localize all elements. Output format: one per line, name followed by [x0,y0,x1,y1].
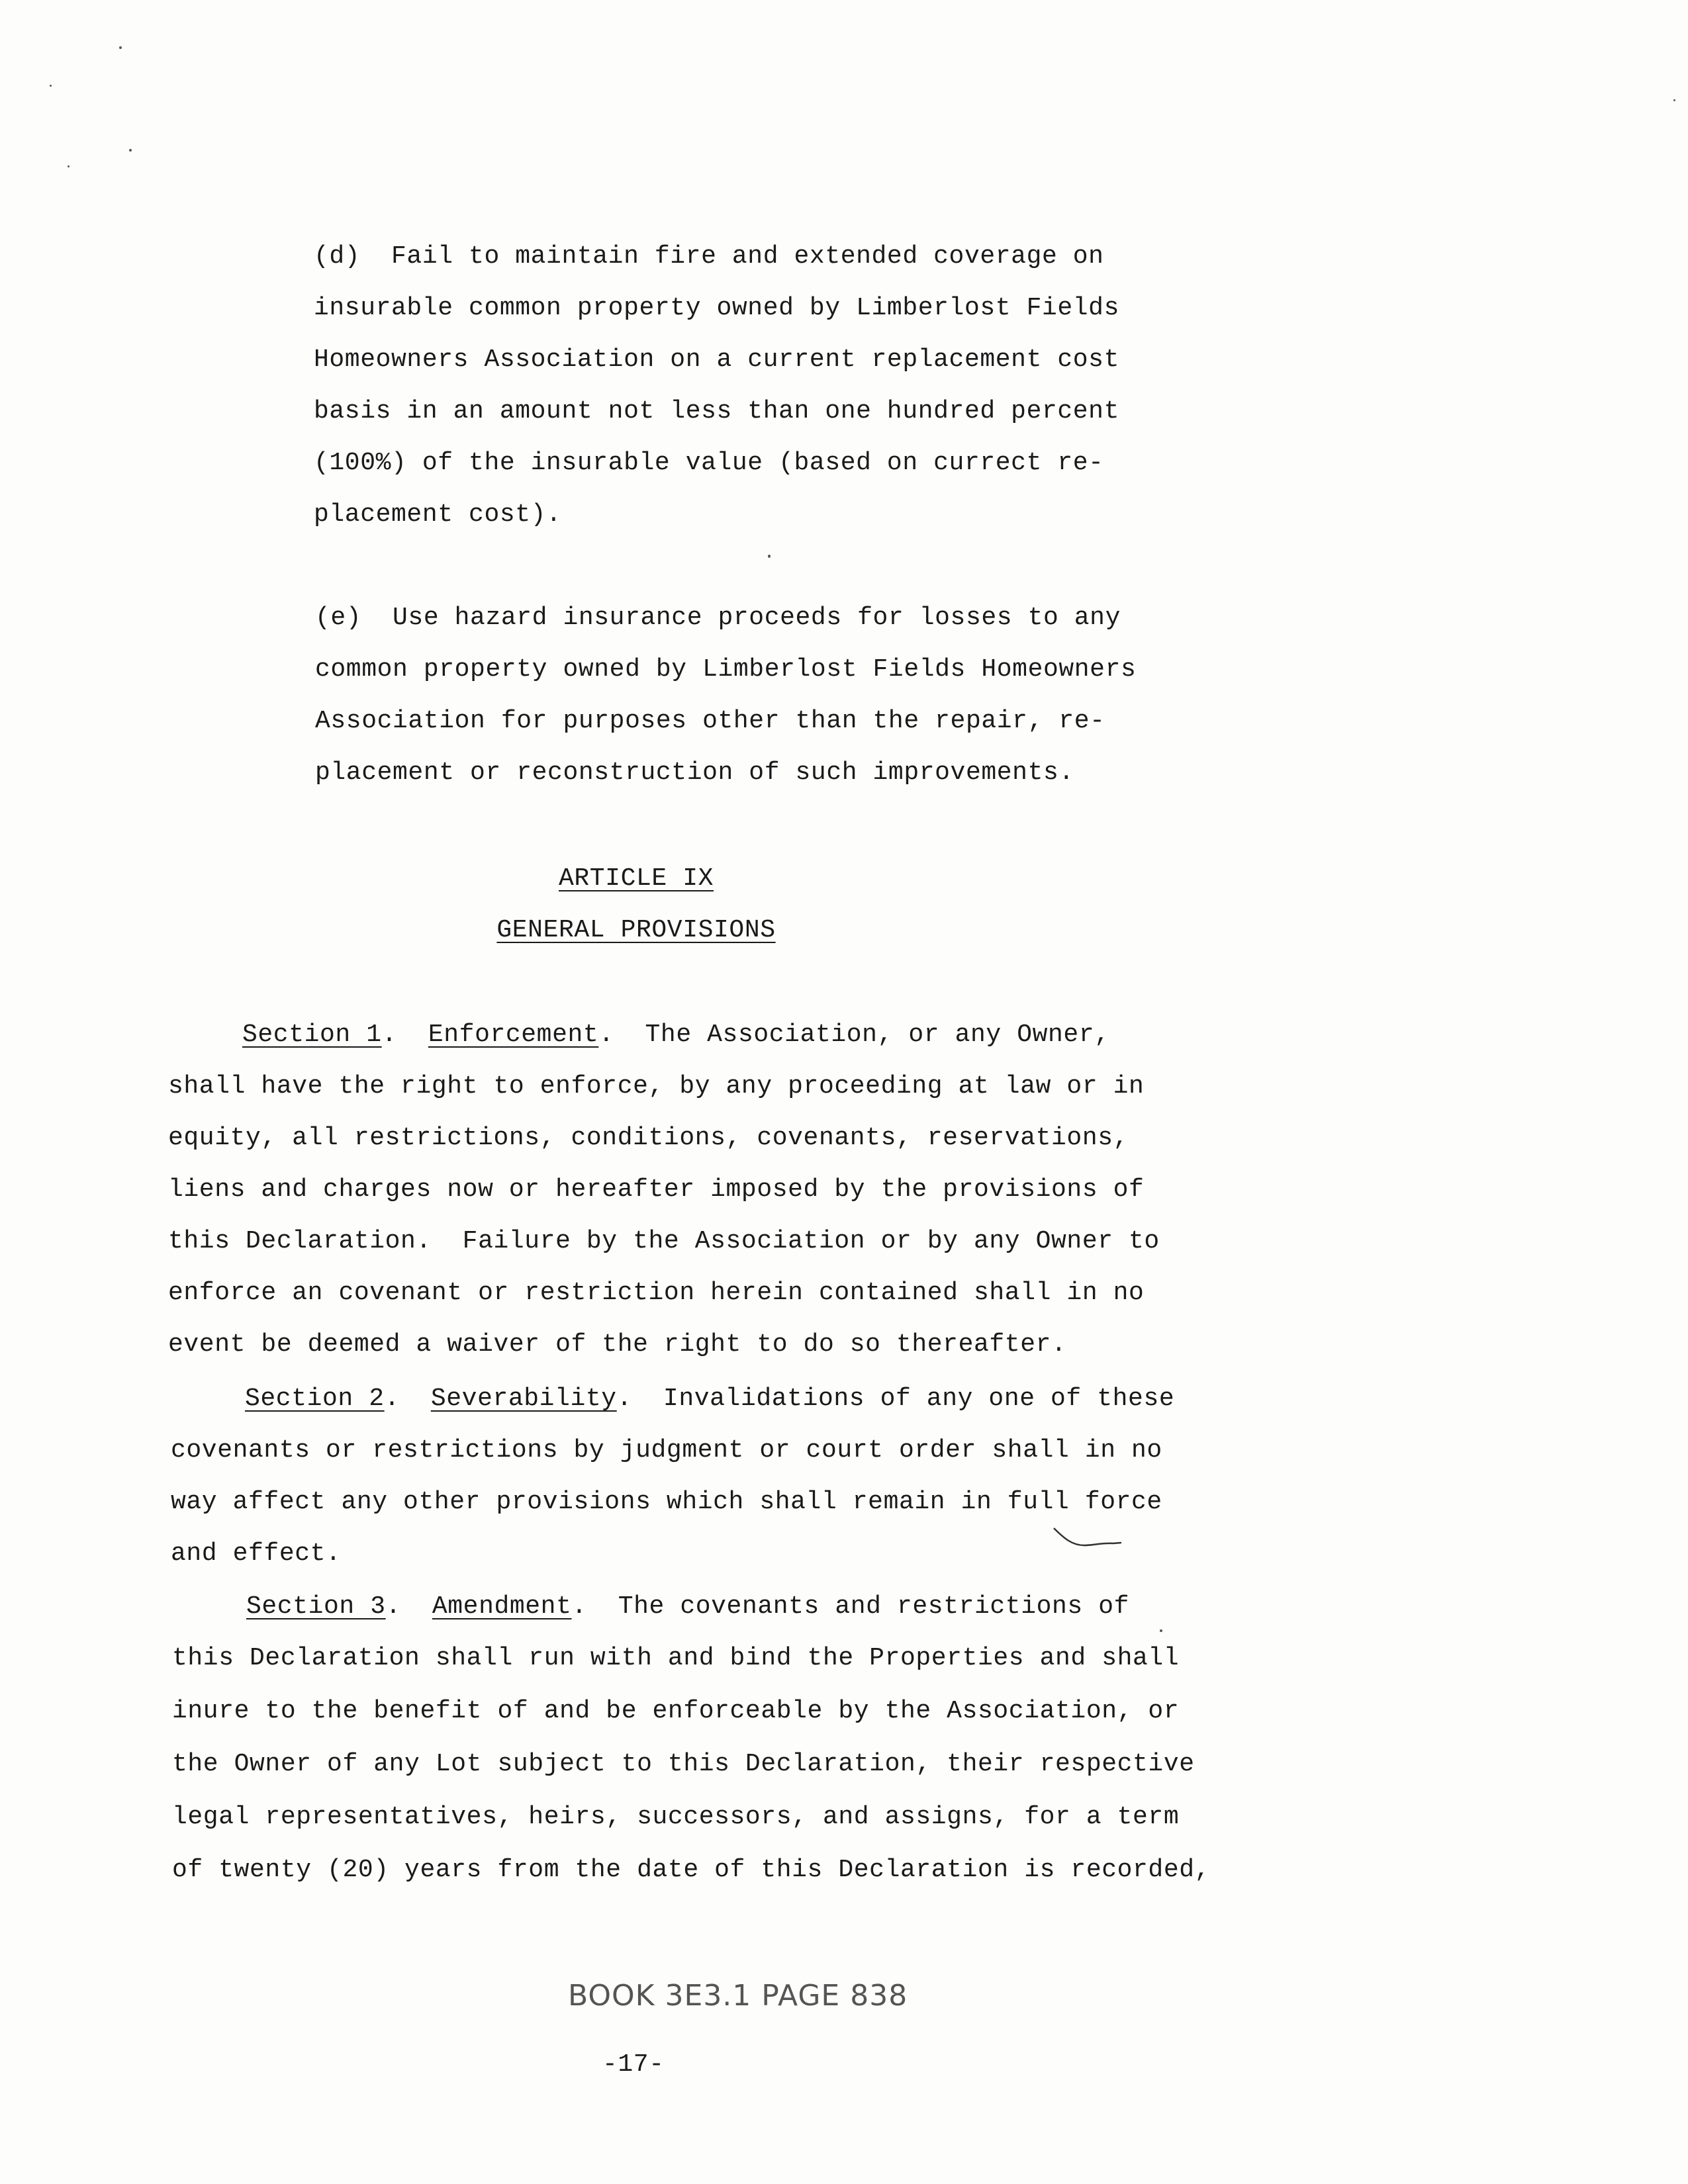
section-3-line: this Declaration shall run with and bind the Properties and shall [172,1644,1180,1672]
section-1-first-line-text: The Association, or any Owner, [614,1021,1110,1049]
section-1-line: liens and charges now or hereafter imposed by the provisions of [168,1175,1145,1204]
section-2-line: way affect any other provisions which shall remain in full force [171,1488,1162,1516]
subsection-e-line: common property owned by Limberlost Fields Homeowners [315,655,1137,684]
scan-speck [50,85,52,87]
section-1-line: this Declaration. Failure by the Association or by any Owner to [168,1227,1160,1255]
recording-stamp: BOOK 3E3.1 PAGE 838 [568,1979,908,2013]
section-3-label: Section 3 [246,1592,386,1621]
section-2-first-line: Section 2. Severability. Invalidations of any one of these [245,1385,1175,1413]
scan-speck [119,46,122,49]
section-1-line: event be deemed a waiver of the right to do so thereafter. [168,1330,1067,1359]
section-1-heading: Enforcement [428,1021,599,1049]
section-3-line: of twenty (20) years from the date of this Declaration is recorded, [172,1856,1211,1884]
section-1-first-line: Section 1. Enforcement. The Association, or any Owner, [242,1021,1110,1049]
subsection-d-line: (100%) of the insurable value (based on currect re- [314,449,1104,477]
subsection-e-line: (e) Use hazard insurance proceeds for losses to any [315,604,1121,632]
section-1-line: shall have the right to enforce, by any proceeding at law or in [168,1072,1145,1101]
section-2-line: and effect. [171,1539,342,1568]
section-2-first-line-text: Invalidations of any one of these [632,1385,1175,1413]
scan-speck [68,165,70,167]
section-1-line: equity, all restrictions, conditions, covenants, reservations, [168,1124,1129,1152]
section-1-line: enforce an covenant or restriction herein contained shall in no [168,1279,1145,1307]
section-3-heading: Amendment [432,1592,572,1621]
page-number: -17- [602,2050,665,2079]
subsection-d-line: Homeowners Association on a current replacement cost [314,345,1119,374]
article-number: ARTICLE IX [558,864,714,893]
section-3-line: the Owner of any Lot subject to this Declaration, their respective [172,1750,1195,1778]
scan-speck [1673,99,1675,101]
section-2-label: Section 2 [245,1385,385,1413]
scan-speck [1160,1629,1162,1632]
section-2-line: covenants or restrictions by judgment or court order shall in no [171,1436,1162,1465]
subsection-d-line: placement cost). [314,500,562,529]
subsection-d-line: basis in an amount not less than one hundred percent [314,397,1119,426]
subsection-e-line: Association for purposes other than the repair, re- [315,707,1105,735]
section-2-heading: Severability [430,1385,617,1413]
subsection-d-line: insurable common property owned by Limberlost Fields [314,294,1119,322]
section-3-line: inure to the benefit of and be enforceable by the Association, or [172,1697,1180,1725]
section-3-first-line: Section 3. Amendment. The covenants and restrictions of [246,1592,1130,1621]
article-title: GENERAL PROVISIONS [496,916,776,944]
subsection-e-line: placement or reconstruction of such improvements. [315,758,1074,787]
section-1-label: Section 1 [242,1021,382,1049]
subsection-d-line: (d) Fail to maintain fire and extended coverage on [314,242,1104,271]
handwritten-tick-mark [1053,1525,1125,1552]
section-3-first-line-text: The covenants and restrictions of [586,1592,1130,1621]
scan-speck [768,555,771,558]
section-3-line: legal representatives, heirs, successors, and assigns, for a term [172,1803,1180,1831]
scan-speck [129,149,132,152]
